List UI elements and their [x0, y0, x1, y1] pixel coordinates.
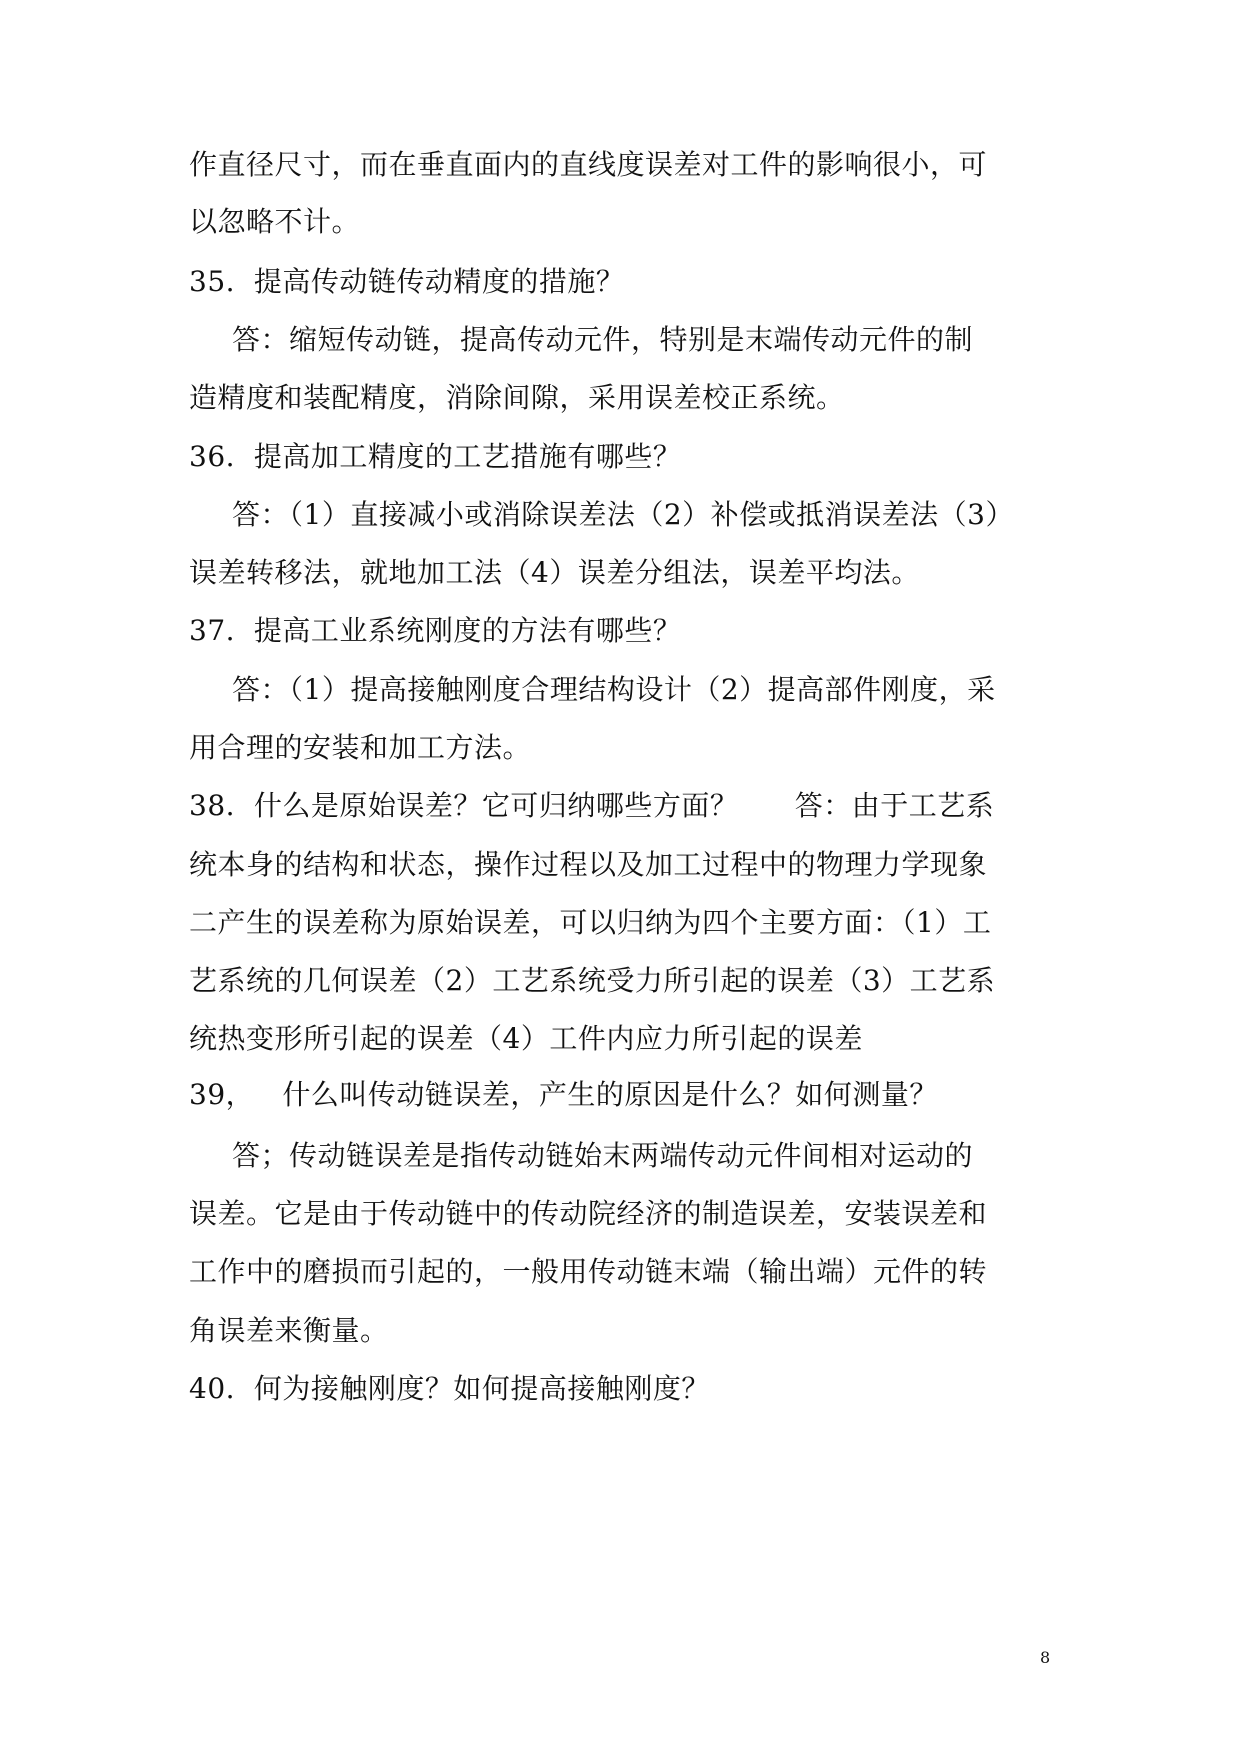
answer-39-line: 误差。它是由于传动链中的传动院经济的制造误差，安装误差和: [189, 1197, 988, 1230]
answer-36-line: 误差转移法，就地加工法（4）误差分组法，误差平均法。: [189, 556, 920, 589]
question-39: 39， 什么叫传动链误差，产生的原因是什么？如何测量？: [189, 1078, 938, 1111]
answer-37-line: 用合理的安装和加工方法。: [189, 731, 532, 764]
question-38: 38. 什么是原始误差？它可归纳哪些方面？ 答：由于工艺系: [189, 789, 995, 822]
answer-38-line: 统本身的结构和状态，操作过程以及加工过程中的物理力学现象: [189, 848, 988, 881]
answer-39-line: 工作中的磨损而引起的，一般用传动链末端（输出端）元件的转: [189, 1255, 988, 1288]
text-line: 以忽略不计。: [189, 205, 361, 238]
answer-38-line: 统热变形所引起的误差（4）工件内应力所引起的误差: [189, 1022, 863, 1055]
question-37: 37. 提高工业系统刚度的方法有哪些？: [189, 614, 682, 647]
question-36: 36. 提高加工精度的工艺措施有哪些？: [189, 440, 682, 473]
text-line: 作直径尺寸，而在垂直面内的直线度误差对工件的影响很小，可: [189, 148, 988, 181]
question-40: 40. 何为接触刚度？如何提高接触刚度？: [189, 1372, 710, 1405]
answer-35-line: 造精度和装配精度，消除间隙，采用误差校正系统。: [189, 381, 845, 414]
answer-35-line: 答：缩短传动链，提高传动元件，特别是末端传动元件的制: [232, 323, 974, 356]
answer-39-line: 角误差来衡量。: [189, 1314, 389, 1347]
answer-38-line: 艺系统的几何误差（2）工艺系统受力所引起的误差（3）工艺系: [189, 964, 996, 997]
answer-36-line: 答：（1）直接减小或消除误差法（2）补偿或抵消误差法（3）: [232, 498, 1014, 531]
answer-38-line: 二产生的误差称为原始误差，可以归纳为四个主要方面：（1）工: [189, 906, 992, 939]
answer-37-line: 答：（1）提高接触刚度合理结构设计（2）提高部件刚度，采: [232, 673, 996, 706]
question-35: 35. 提高传动链传动精度的措施？: [189, 265, 625, 298]
answer-39-line: 答；传动链误差是指传动链始末两端传动元件间相对运动的: [232, 1139, 974, 1172]
page-number: 8: [1040, 1648, 1051, 1667]
